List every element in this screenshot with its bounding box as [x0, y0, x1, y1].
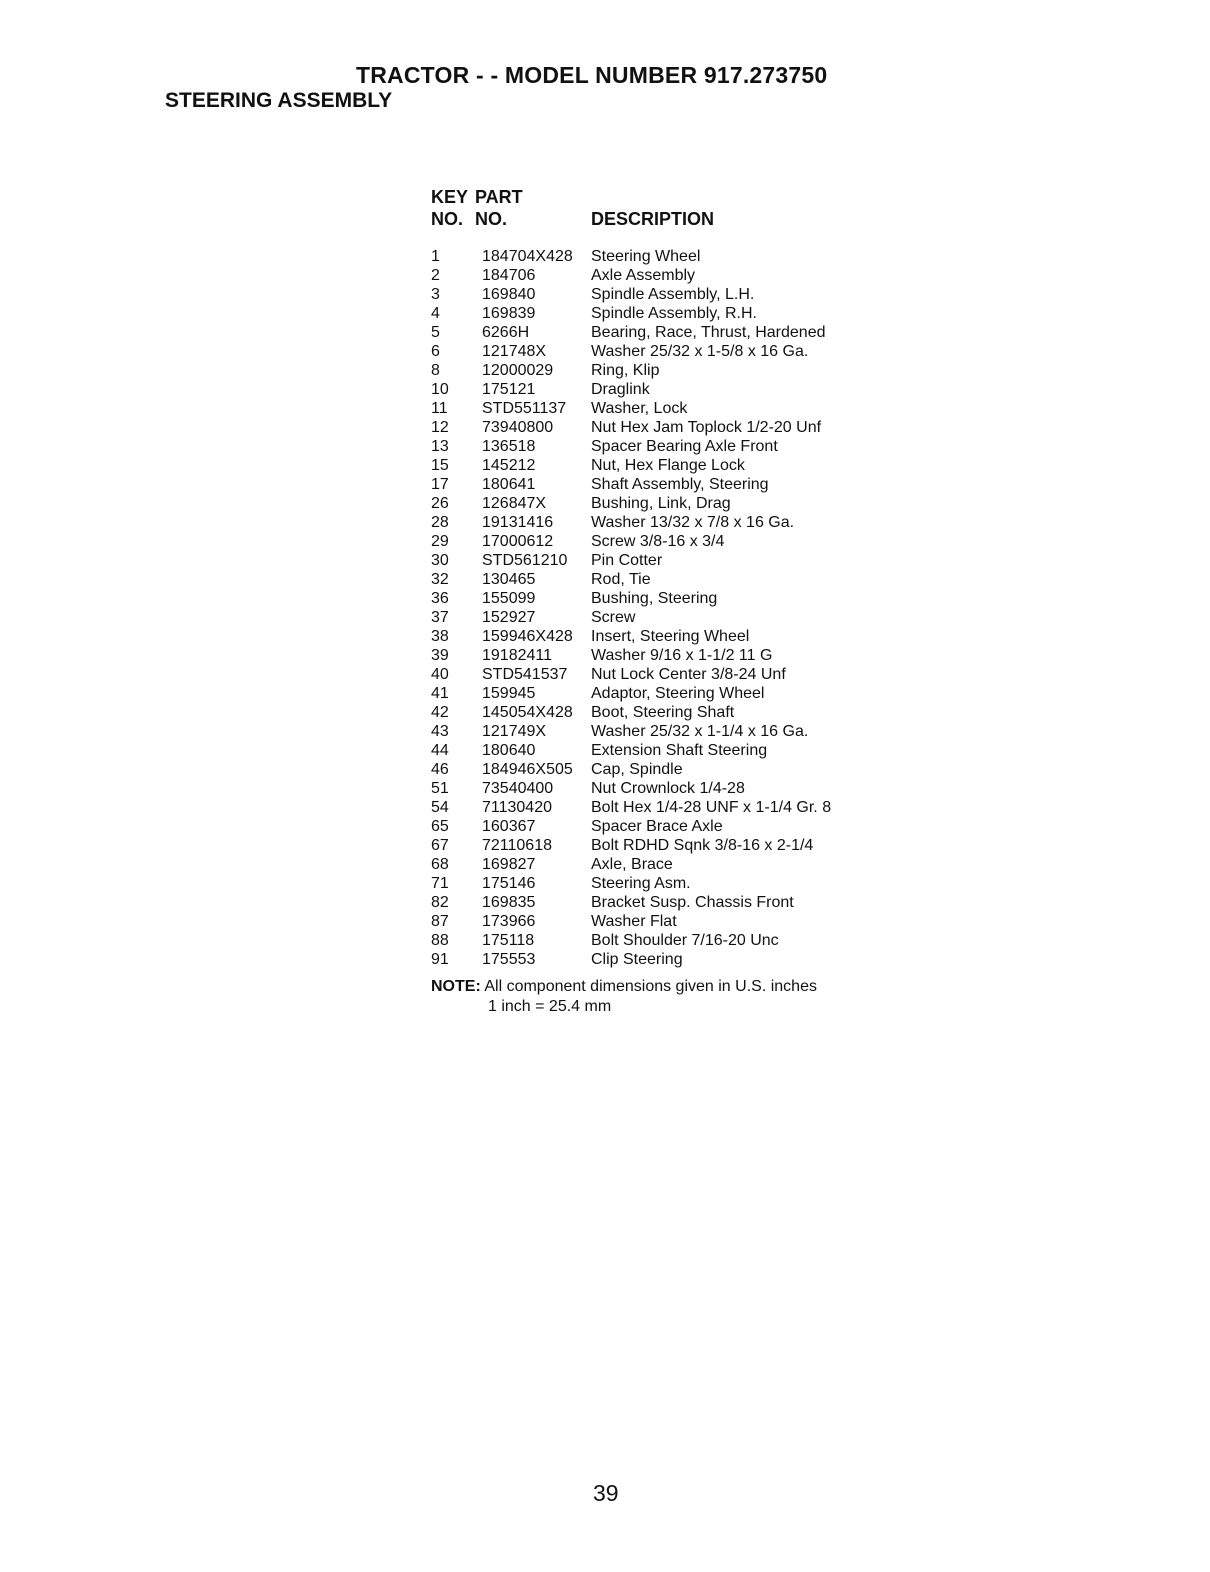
part-description: Extension Shaft Steering	[591, 742, 768, 759]
header-part-line2: NO.	[475, 209, 508, 229]
part-description: Washer Flat	[591, 913, 677, 930]
key-number: 17	[431, 476, 449, 493]
part-number: 19131416	[482, 514, 554, 531]
part-number: 159946X428	[482, 628, 573, 645]
part-description: Washer 25/32 x 1-1/4 x 16 Ga.	[591, 723, 809, 740]
key-number: 46	[431, 761, 449, 778]
key-number: 51	[431, 780, 449, 797]
key-number: 2	[431, 267, 440, 284]
key-number: 28	[431, 514, 449, 531]
key-number: 67	[431, 837, 449, 854]
part-number: 145054X428	[482, 704, 573, 721]
key-number: 3	[431, 286, 440, 303]
part-number: 6266H	[482, 324, 530, 341]
key-number: 10	[431, 381, 449, 398]
part-number: 184946X505	[482, 761, 573, 778]
part-description: Nut Hex Jam Toplock 1/2-20 Unf	[591, 419, 822, 436]
part-description: Bushing, Steering	[591, 590, 718, 607]
part-number: 130465	[482, 571, 536, 588]
part-description: Bearing, Race, Thrust, Hardened	[591, 324, 826, 341]
part-description: Steering Asm.	[591, 875, 691, 892]
page-title: TRACTOR - - MODEL NUMBER 917.273750	[356, 62, 828, 88]
key-number: 29	[431, 533, 449, 550]
note-line2: 1 inch = 25.4 mm	[488, 998, 612, 1015]
part-description: Washer 13/32 x 7/8 x 16 Ga.	[591, 514, 795, 531]
page-number: 39	[593, 1480, 619, 1506]
key-number: 39	[431, 647, 449, 664]
key-number: 44	[431, 742, 449, 759]
key-number: 42	[431, 704, 449, 721]
part-description: Screw	[591, 609, 636, 626]
key-number: 4	[431, 305, 440, 322]
part-number: 121749X	[482, 723, 547, 740]
part-number: 180640	[482, 742, 536, 759]
part-number: 159945	[482, 685, 536, 702]
part-number: 169835	[482, 894, 536, 911]
key-number: 36	[431, 590, 449, 607]
part-number: 169840	[482, 286, 536, 303]
part-number: 17000612	[482, 533, 554, 550]
part-description: Bolt Hex 1/4-28 UNF x 1-1/4 Gr. 8	[591, 799, 832, 816]
key-number: 87	[431, 913, 449, 930]
note-text: All component dimensions given in U.S. inches	[484, 978, 817, 995]
part-number: 169827	[482, 856, 536, 873]
part-number: 12000029	[482, 362, 554, 379]
key-number: 68	[431, 856, 449, 873]
key-number: 8	[431, 362, 440, 379]
key-number: 13	[431, 438, 449, 455]
part-description: Axle Assembly	[591, 267, 696, 284]
part-number: 180641	[482, 476, 536, 493]
part-description: Boot, Steering Shaft	[591, 704, 735, 721]
part-description: Ring, Klip	[591, 362, 660, 379]
part-description: Bushing, Link, Drag	[591, 495, 731, 512]
part-number: 175146	[482, 875, 536, 892]
header-key-line1: KEY	[431, 187, 469, 207]
key-number: 82	[431, 894, 449, 911]
part-description: Washer 9/16 x 1-1/2 11 G	[591, 647, 773, 664]
part-number: 145212	[482, 457, 536, 474]
part-description: Cap, Spindle	[591, 761, 683, 778]
part-number: 173966	[482, 913, 536, 930]
key-number: 71	[431, 875, 449, 892]
part-description: Bolt Shoulder 7/16-20 Unc	[591, 932, 779, 949]
key-number: 32	[431, 571, 449, 588]
part-description: Clip Steering	[591, 951, 683, 968]
part-description: Nut, Hex Flange Lock	[591, 457, 745, 474]
part-number: 19182411	[482, 647, 552, 664]
part-description: Screw 3/8-16 x 3/4	[591, 533, 725, 550]
key-number: 1	[431, 248, 440, 265]
header-description: DESCRIPTION	[591, 209, 715, 229]
part-description: Pin Cotter	[591, 552, 663, 569]
section-title: STEERING ASSEMBLY	[165, 89, 393, 112]
part-description: Washer, Lock	[591, 400, 688, 417]
part-number: 136518	[482, 438, 536, 455]
key-number: 12	[431, 419, 449, 436]
part-number: 126847X	[482, 495, 547, 512]
part-number: STD541537	[482, 666, 568, 683]
part-number: 184704X428	[482, 248, 573, 265]
part-number: 169839	[482, 305, 536, 322]
part-number: 73540400	[482, 780, 554, 797]
key-number: 65	[431, 818, 449, 835]
part-description: Nut Lock Center 3/8-24 Unf	[591, 666, 786, 683]
part-number: 73940800	[482, 419, 554, 436]
part-description: Nut Crownlock 1/4-28	[591, 780, 745, 797]
note-line1	[431, 977, 817, 997]
part-description: Spindle Assembly, R.H.	[591, 305, 757, 322]
part-description: Steering Wheel	[591, 248, 701, 265]
part-number: STD561210	[482, 552, 568, 569]
part-number: 175121	[482, 381, 536, 398]
part-number: 152927	[482, 609, 536, 626]
key-number: 38	[431, 628, 449, 645]
key-number: 40	[431, 666, 449, 683]
part-number: 175553	[482, 951, 536, 968]
part-description: Shaft Assembly, Steering	[591, 476, 769, 493]
part-number: 121748X	[482, 343, 547, 360]
key-number: 37	[431, 609, 449, 626]
key-number: 54	[431, 799, 449, 816]
part-description: Bolt RDHD Sqnk 3/8-16 x 2-1/4	[591, 837, 814, 854]
part-number: 71130420	[482, 799, 552, 816]
part-number: STD551137	[482, 400, 567, 417]
part-description: Bracket Susp. Chassis Front	[591, 894, 794, 911]
key-number: 41	[431, 685, 449, 702]
key-number: 30	[431, 552, 449, 569]
part-description: Rod, Tie	[591, 571, 651, 588]
key-number: 15	[431, 457, 449, 474]
key-number: 11	[431, 400, 448, 417]
part-description: Washer 25/32 x 1-5/8 x 16 Ga.	[591, 343, 809, 360]
key-number: 26	[431, 495, 449, 512]
header-part-line1: PART	[475, 187, 523, 207]
part-number: 160367	[482, 818, 536, 835]
key-number: 43	[431, 723, 449, 740]
part-number: 155099	[482, 590, 536, 607]
part-description: Insert, Steering Wheel	[591, 628, 750, 645]
header-key-line2: NO.	[431, 209, 464, 229]
note-label: NOTE:	[431, 978, 481, 995]
part-description: Spindle Assembly, L.H.	[591, 286, 755, 303]
part-description: Axle, Brace	[591, 856, 673, 873]
key-number: 5	[431, 324, 440, 341]
part-description: Adaptor, Steering Wheel	[591, 685, 765, 702]
part-description: Draglink	[591, 381, 650, 398]
part-description: Spacer Bearing Axle Front	[591, 438, 778, 455]
key-number: 91	[431, 951, 449, 968]
key-number: 6	[431, 343, 440, 360]
part-number: 184706	[482, 267, 536, 284]
part-number: 175118	[482, 932, 535, 949]
note	[431, 977, 817, 1017]
part-number: 72110618	[482, 837, 552, 854]
part-description: Spacer Brace Axle	[591, 818, 723, 835]
key-number: 88	[431, 932, 449, 949]
